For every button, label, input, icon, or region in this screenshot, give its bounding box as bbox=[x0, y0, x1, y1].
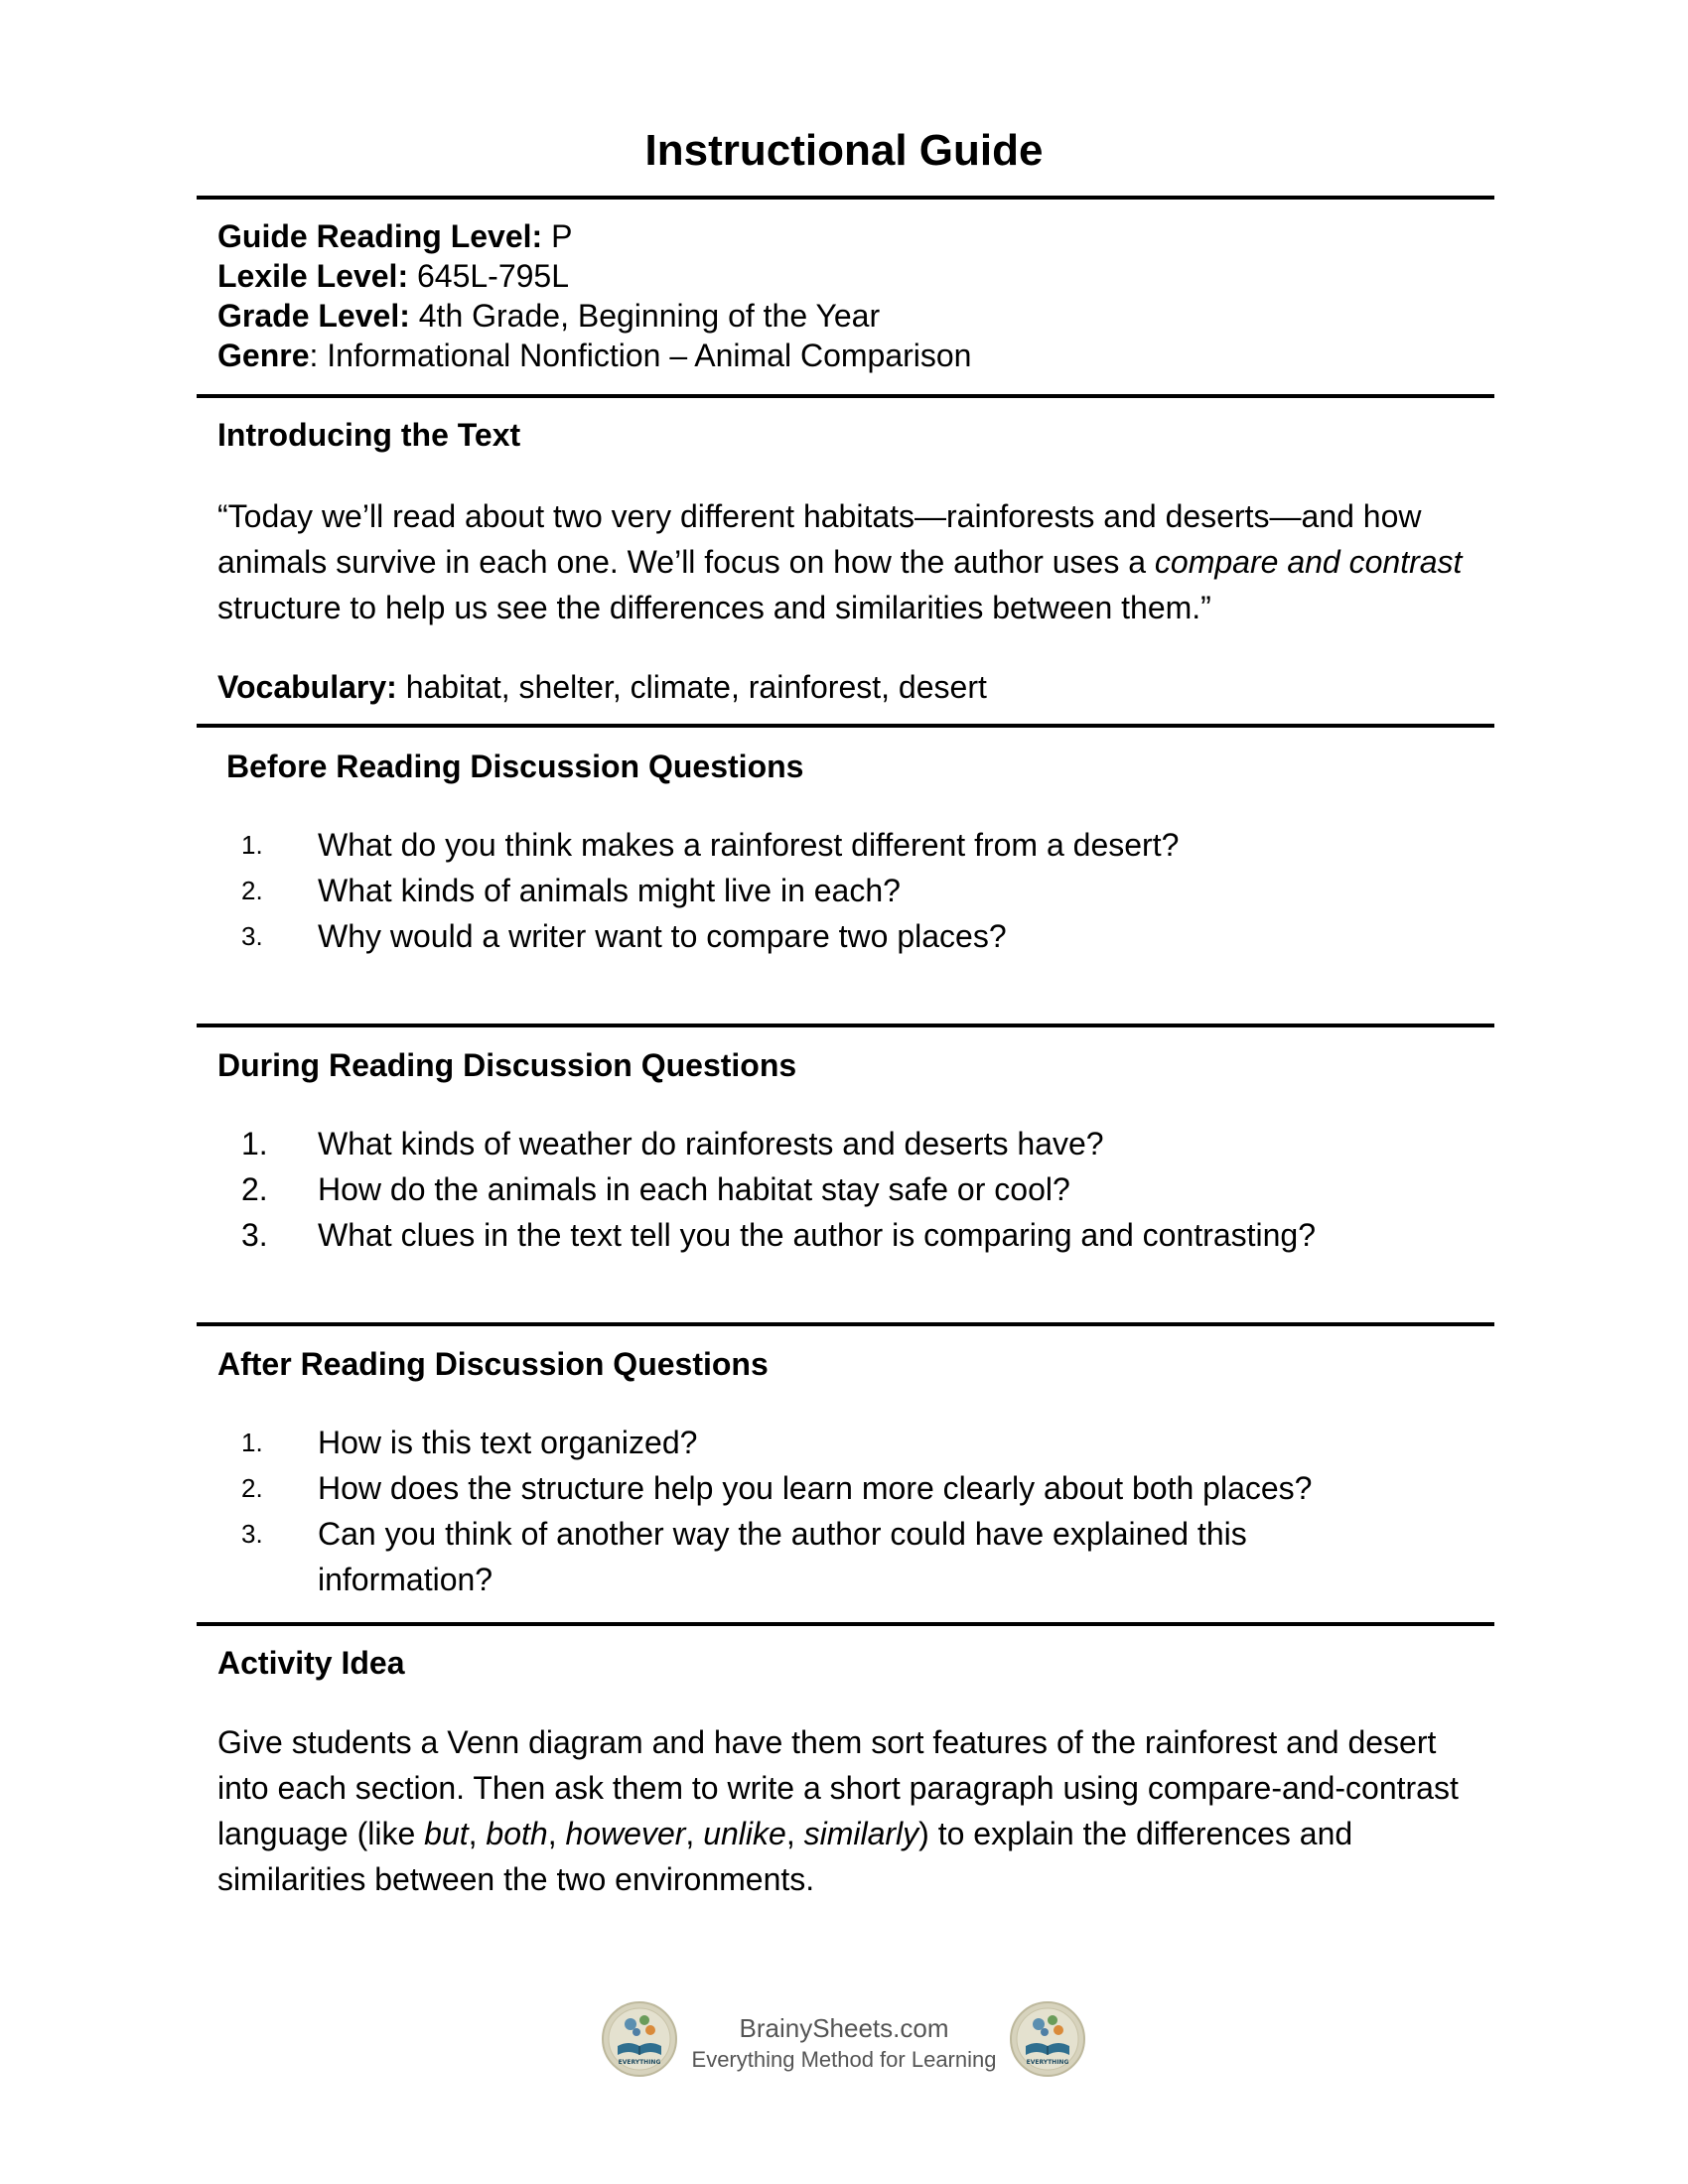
question-text: Can you think of another way the author could have explained this information? bbox=[318, 1516, 1247, 1597]
site-name: BrainySheets.com bbox=[739, 2013, 949, 2043]
genre-value: : Informational Nonfiction – Animal Comparison bbox=[309, 338, 972, 373]
activity-text-start: Give students a Venn diagram and have them sort features of the rainforest and desert into each section. Then ask them to write a short paragraph using compare-and-contrast language (like bbox=[217, 1724, 1459, 1851]
intro-text-end: structure to help us see the differences and similarities between them.” bbox=[217, 590, 1211, 625]
genre bbox=[217, 336, 1478, 375]
during-reading-questions bbox=[217, 1121, 1508, 1258]
guide-reading-level-label: Guide Reading Level: bbox=[217, 218, 543, 254]
guide-reading-level bbox=[217, 216, 1478, 256]
question-text: What kinds of weather do rainforests and deserts have? bbox=[318, 1126, 1104, 1161]
example-word: unlike bbox=[703, 1816, 786, 1851]
brainysheets-logo-icon bbox=[1009, 2000, 1086, 2078]
list-item bbox=[217, 1420, 1508, 1465]
list-item bbox=[217, 1511, 1508, 1602]
example-word: both bbox=[486, 1816, 548, 1851]
question-number: 2. bbox=[241, 1171, 268, 1207]
list-item bbox=[217, 1465, 1508, 1511]
divider bbox=[197, 1622, 1494, 1626]
example-word: but bbox=[424, 1816, 469, 1851]
lexile-level-value: 645L-795L bbox=[408, 258, 570, 294]
lexile-level bbox=[217, 256, 1478, 296]
intro-text-start: “Today we’ll read about two very different habitats—rainforests and deserts—and how animals survive in each one. We’ll focus on how the author uses a bbox=[217, 498, 1422, 580]
question-text: How do the animals in each habitat stay safe or cool? bbox=[318, 1171, 1070, 1207]
genre-label: Genre bbox=[217, 338, 310, 373]
svg-text:EVERYTHING: EVERYTHING bbox=[1026, 2059, 1069, 2066]
grade-level-label: Grade Level: bbox=[217, 298, 410, 334]
intro-heading: Introducing the Text bbox=[217, 417, 521, 453]
intro-paragraph bbox=[217, 493, 1478, 630]
question-text: Why would a writer want to compare two places? bbox=[318, 918, 1007, 954]
after-reading-questions bbox=[217, 1420, 1508, 1602]
question-number: 2. bbox=[241, 1473, 263, 1503]
activity-heading: Activity Idea bbox=[217, 1645, 405, 1681]
question-number: 3. bbox=[241, 1519, 263, 1549]
list-item bbox=[217, 1212, 1508, 1258]
separator: , bbox=[685, 1816, 704, 1851]
activity-paragraph bbox=[217, 1719, 1478, 1902]
before-reading-heading: Before Reading Discussion Questions bbox=[226, 749, 804, 784]
grade-level-value: 4th Grade, Beginning of the Year bbox=[409, 298, 881, 334]
separator: , bbox=[785, 1816, 804, 1851]
separator: , bbox=[547, 1816, 566, 1851]
before-reading-questions bbox=[217, 822, 1508, 959]
question-number: 2. bbox=[241, 876, 263, 905]
divider bbox=[197, 196, 1494, 200]
question-number: 3. bbox=[241, 1217, 268, 1253]
activity-text-end: ) to explain the differences and similarities between the two environments. bbox=[217, 1816, 1353, 1897]
question-number: 3. bbox=[241, 921, 263, 951]
divider bbox=[197, 1322, 1494, 1326]
question-text: What kinds of animals might live in each? bbox=[318, 873, 901, 908]
svg-text:EVERYTHING: EVERYTHING bbox=[618, 2059, 661, 2066]
after-reading-heading: After Reading Discussion Questions bbox=[217, 1346, 769, 1382]
vocabulary-words: habitat, shelter, climate, rainforest, desert bbox=[396, 669, 987, 705]
question-number: 1. bbox=[241, 830, 263, 860]
example-word: similarly bbox=[803, 1816, 919, 1851]
divider bbox=[197, 724, 1494, 728]
divider bbox=[197, 1024, 1494, 1027]
question-number: 1. bbox=[241, 1428, 263, 1457]
question-text: How does the structure help you learn more clearly about both places? bbox=[318, 1470, 1313, 1506]
list-item bbox=[217, 1121, 1508, 1166]
during-reading-heading: During Reading Discussion Questions bbox=[217, 1047, 797, 1083]
site-tagline: Everything Method for Learning bbox=[691, 2047, 997, 2072]
page-title: Instructional Guide bbox=[644, 126, 1044, 175]
list-item bbox=[217, 868, 1508, 913]
vocabulary bbox=[217, 667, 987, 707]
vocabulary-label: Vocabulary: bbox=[217, 669, 397, 705]
question-text: How is this text organized? bbox=[318, 1425, 698, 1460]
grade-level bbox=[217, 296, 1478, 336]
question-text: What do you think makes a rainforest different from a desert? bbox=[318, 827, 1180, 863]
question-text: What clues in the text tell you the author is comparing and contrasting? bbox=[318, 1217, 1316, 1253]
reading-level-info bbox=[217, 216, 1478, 375]
intro-text-emphasis: compare and contrast bbox=[1154, 544, 1463, 580]
lexile-level-label: Lexile Level: bbox=[217, 258, 409, 294]
separator: , bbox=[468, 1816, 487, 1851]
list-item bbox=[217, 1166, 1508, 1212]
footer bbox=[0, 2000, 1688, 2090]
example-word: however bbox=[565, 1816, 686, 1851]
guide-reading-level-value: P bbox=[542, 218, 573, 254]
list-item bbox=[217, 822, 1508, 868]
list-item bbox=[217, 913, 1508, 959]
question-number: 1. bbox=[241, 1126, 268, 1161]
divider bbox=[197, 394, 1494, 398]
